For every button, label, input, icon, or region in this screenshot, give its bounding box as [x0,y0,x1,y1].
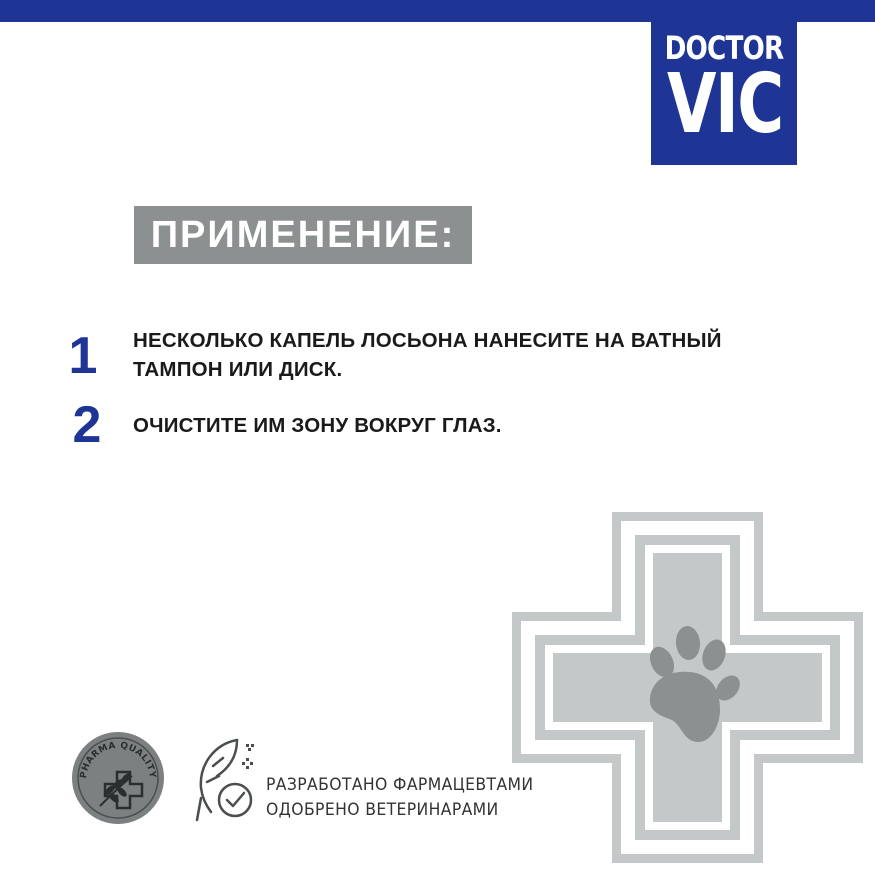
step-1-line1: НЕСКОЛЬКО КАПЕЛЬ ЛОСЬОНА НАНЕСИТЕ НА ВАТНЫЙ [133,329,722,352]
step-2-number: 2 [72,396,102,454]
section-heading [134,206,472,264]
section-heading-text: ПРИМЕНЕНИЕ: [150,213,456,256]
brand-logo [651,0,797,165]
claim-line-1: РАЗРАБОТАНО ФАРМАЦЕВТАМИ [266,775,534,795]
step-1-text [133,326,722,384]
brand-logo-line1: DOCTOR [664,29,784,67]
badge-text: PHARMA QUALITY [78,740,158,780]
step-1-line2: ТАМПОН ИЛИ ДИСК. [133,358,343,381]
step-2-text [133,411,502,440]
step-1-number: 1 [68,327,98,385]
pharma-quality-badge [70,730,166,826]
brand-logo-line2: VIC [667,57,783,152]
medical-cross-paw-icon [512,512,875,875]
feather-check-icon [193,736,261,822]
claim-line-2: ОДОБРЕНО ВЕТЕРИНАРАМИ [266,800,499,820]
step-2-line1: ОЧИСТИТЕ ИМ ЗОНУ ВОКРУГ ГЛАЗ. [133,414,502,437]
